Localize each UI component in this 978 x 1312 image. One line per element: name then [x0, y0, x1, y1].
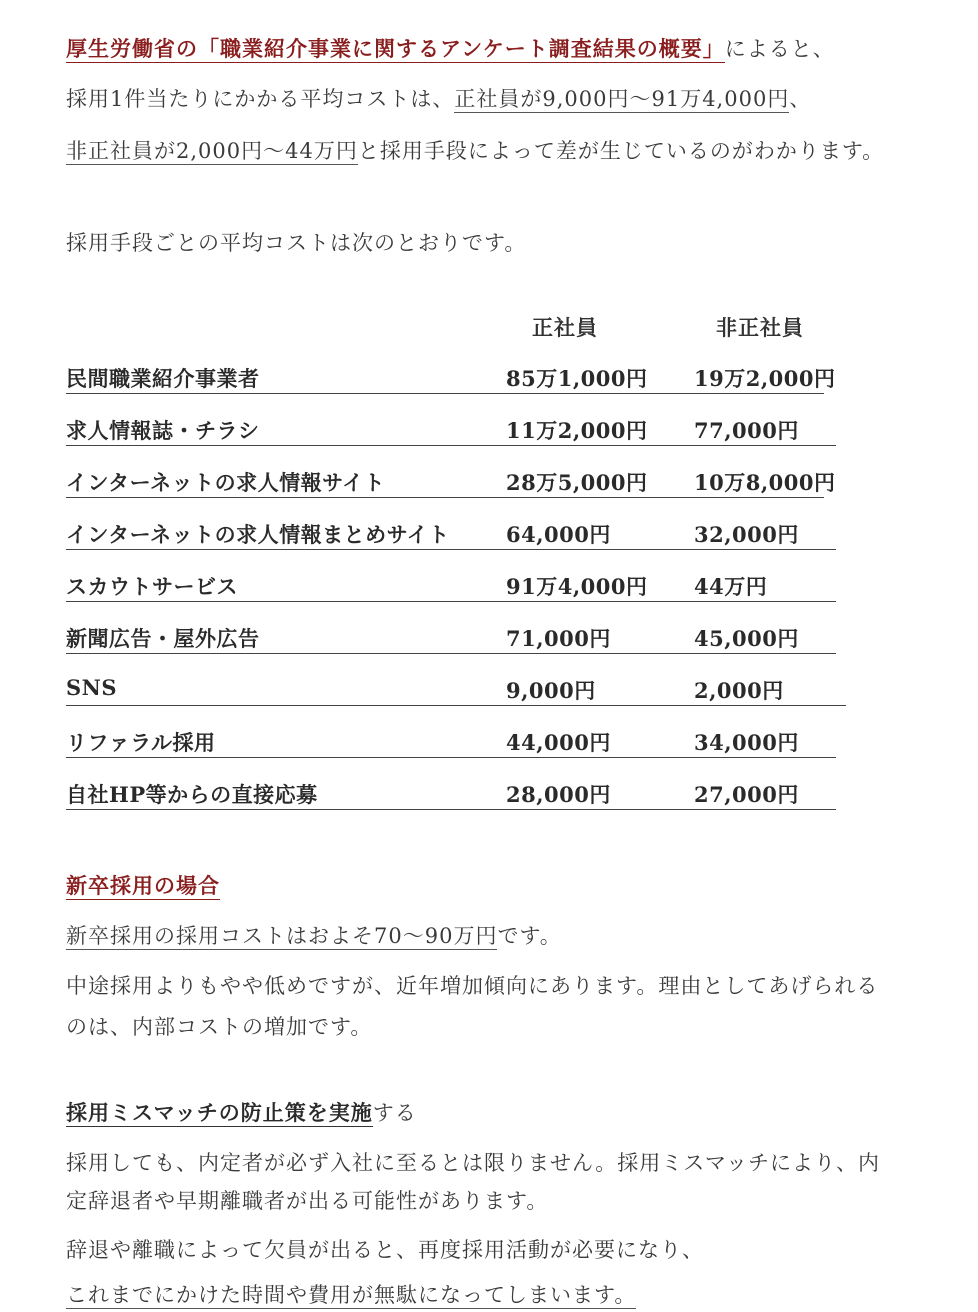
mismatch-p2-line-1: 辞退や離職によって欠員が出ると、再度採用活動が必要になり、 [66, 1238, 704, 1262]
row-divider [66, 601, 836, 602]
nonregular-cell: 27,000円 [694, 782, 799, 807]
cost-table-header [66, 312, 846, 342]
table-row [66, 571, 836, 605]
regular-cell: 28,000円 [506, 782, 611, 807]
method-cell: インターネットの求人情報サイト [66, 470, 386, 495]
method-cell: インターネットの求人情報まとめサイト [66, 522, 450, 547]
newgrad-heading-link[interactable]: 新卒採用の場合 [66, 873, 220, 898]
row-divider [66, 809, 836, 810]
header-nonregular: 非正社員 [716, 315, 804, 340]
mismatch-p2-line-2 [66, 1279, 636, 1309]
regular-cell: 64,000円 [506, 522, 611, 547]
regular-cost-range: 正社員が9,000円〜91万4,000円 [454, 87, 790, 111]
row-divider [66, 445, 836, 446]
nonregular-cell: 77,000円 [694, 418, 799, 443]
method-cell: 新聞広告・屋外広告 [66, 626, 260, 651]
newgrad-p1-post: です。 [497, 924, 562, 948]
method-cell: 民間職業紹介事業者 [66, 366, 260, 391]
table-row [66, 467, 836, 501]
method-cell: リファラル採用 [66, 730, 216, 755]
method-cell: 求人情報誌・チラシ [66, 418, 260, 443]
mismatch-heading [66, 1097, 417, 1127]
regular-cell: 9,000円 [506, 678, 596, 703]
nonregular-cell: 32,000円 [694, 522, 799, 547]
mhlw-survey-link[interactable]: 厚生労働省の「職業紹介事業に関するアンケート調査結果の概要」 [66, 36, 725, 61]
nonregular-cell: 19万2,000円 [694, 366, 836, 391]
table-row [66, 727, 836, 761]
newgrad-p2-line-1: 中途採用よりもやや低めですが、近年増加傾向にあります。理由としてあげられる [66, 974, 879, 998]
row-divider [66, 549, 836, 550]
nonregular-cell: 34,000円 [694, 730, 799, 755]
regular-cell: 11万2,000円 [506, 418, 648, 443]
table-row [66, 675, 836, 709]
intro-line-2-post: 、 [789, 87, 812, 111]
table-row [66, 519, 836, 553]
regular-cell: 44,000円 [506, 730, 611, 755]
nonregular-cell: 10万8,000円 [694, 470, 836, 495]
regular-cell: 71,000円 [506, 626, 611, 651]
mismatch-p1-line-2: 定辞退者や早期離職者が出る可能性があります。 [66, 1189, 549, 1213]
table-row [66, 415, 836, 449]
regular-cell: 28万5,000円 [506, 470, 648, 495]
mismatch-heading-post: する [372, 1101, 417, 1125]
row-divider [66, 497, 824, 498]
intro-line-2 [66, 83, 811, 113]
header-regular: 正社員 [532, 315, 598, 340]
method-cell: スカウトサービス [66, 574, 238, 599]
nonregular-cell: 44万円 [694, 574, 768, 599]
row-divider [66, 653, 836, 654]
regular-cell: 85万1,000円 [506, 366, 648, 391]
intro-line-3-post: と採用手段によって差が生じているのがわかります。 [357, 139, 885, 163]
nonregular-cell: 2,000円 [694, 678, 784, 703]
mismatch-p1-line-1: 採用しても、内定者が必ず入社に至るとは限りません。採用ミスマッチにより、内 [66, 1151, 880, 1175]
intro-line-1 [66, 33, 835, 63]
table-row [66, 779, 836, 813]
table-row [66, 623, 836, 657]
method-cell: SNS [66, 675, 118, 700]
regular-cell: 91万4,000円 [506, 574, 648, 599]
method-cell: 自社HP等からの直接応募 [66, 782, 318, 807]
intro-line-4: 採用手段ごとの平均コストは次のとおりです。 [66, 231, 527, 255]
newgrad-cost-range: 新卒採用の採用コストはおよそ70〜90万円 [66, 924, 498, 948]
row-divider [66, 393, 824, 394]
newgrad-p2-line-2: のは、内部コストの増加です。 [66, 1015, 373, 1039]
newgrad-heading [66, 870, 220, 900]
row-divider [66, 705, 846, 706]
mismatch-heading-underlined: 採用ミスマッチの防止策を実施 [66, 1100, 373, 1125]
table-row [66, 363, 836, 397]
nonregular-cell: 45,000円 [694, 626, 799, 651]
intro-line-2-pre: 採用1件当たりにかかる平均コストは、 [66, 87, 455, 111]
intro-line-3 [66, 135, 884, 165]
intro-line-1-rest: によると、 [724, 37, 835, 61]
row-divider [66, 757, 836, 758]
wasted-cost-sentence: これまでにかけた時間や費用が無駄になってしまいます。 [66, 1283, 637, 1307]
nonregular-cost-range: 非正社員が2,000円〜44万円 [66, 139, 358, 163]
newgrad-p1 [66, 920, 562, 950]
